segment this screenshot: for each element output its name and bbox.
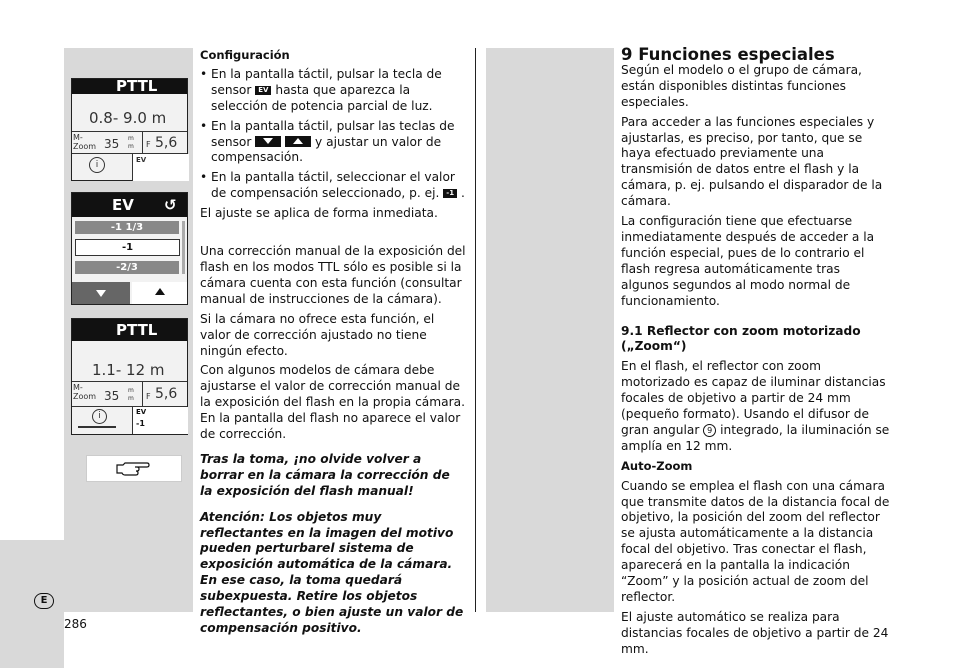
right-para-4-a: En el flash, el reflector con zoom motorizado es capaz de iluminar distancias focales de objetivo a partir de 24 mm (pequeño formato). Usando el difusor de gran angular [621, 359, 886, 437]
aperture-value: 5,6 [155, 135, 178, 151]
bullet-1 [200, 67, 466, 115]
note-1: Tras la toma, ¡no olvide volver a borrar en la cámara la corrección de la exposición del flash manual! [200, 451, 450, 498]
page-number: 286 [64, 617, 87, 631]
para-3: Con algunos modelos de cámara debe ajustarse el valor de corrección manual de la exposición del flash en la propia cámara. En la pantalla del flash no aparece el valor de corrección. [200, 363, 465, 442]
minus-one-chip: -1 [443, 189, 457, 198]
divider-v [142, 382, 143, 406]
unit-mm-top: m [128, 387, 134, 394]
ev-chip: EV [255, 86, 271, 95]
right-gray-band [486, 48, 614, 612]
up-button[interactable] [132, 282, 187, 304]
mode-header: PTTL [72, 319, 187, 341]
triangle-up-icon [155, 288, 165, 295]
unit-mm-bottom: m [128, 395, 134, 402]
right-para-3: La configuración tiene que efectuarse inmediatamente después de acceder a la función especial, pues de lo contrario el flash regresa automáticamente tras algunos segundos al modo normal de funcionamiento. [621, 214, 875, 308]
ev-header [72, 193, 187, 217]
aperture-value: 5,6 [155, 386, 178, 402]
config-heading: Configuración [200, 48, 290, 62]
pttl-screen-2 [71, 318, 188, 435]
range-readout: 0.8- 9.0 m [89, 109, 167, 127]
ev-key-value: -1 [136, 419, 145, 428]
m-zoom-label: M- Zoom [73, 383, 97, 401]
f-label: F [146, 140, 151, 149]
range-readout: 1.1- 12 m [92, 361, 165, 379]
ev-row-1[interactable]: -1 1/3 [75, 221, 179, 234]
hand-pointing-icon [115, 459, 151, 477]
left-edge-tab [0, 540, 64, 668]
m-zoom-label: M- Zoom [73, 133, 97, 151]
back-icon[interactable]: ↺ [164, 196, 177, 214]
bullet-1-text-b: hasta que aparezca la selección de potencia parcial de luz. [211, 82, 433, 113]
ev-row-2-selected[interactable]: -1 [75, 239, 180, 256]
ev-row-3[interactable]: -2/3 [75, 261, 179, 274]
divider-v [142, 132, 143, 153]
unit-mm-top: m [128, 135, 134, 142]
para-2: Si la cámara no ofrece esta función, el valor de corrección ajustado no tiene ningún efecto. [200, 311, 435, 358]
bullet-3-text-b: . [457, 186, 465, 201]
mode-header: PTTL [72, 79, 187, 94]
right-para-5: Cuando se emplea el flash con una cámara que transmite datos de la distancia focal de objetivo, la posición del zoom del reflector se ajusta automáticamente a la distancia focal del objetivo. Tras conectar el flash, aparecerá en la pantalla la indicación “Zoom” y la posición actual de zoom del reflector. [621, 478, 890, 604]
ev-screen [71, 192, 188, 305]
language-badge: E [34, 593, 54, 609]
scrollbar[interactable] [182, 221, 185, 274]
ev-key-label: EV [136, 408, 147, 416]
right-para-4-b: integrado, la iluminación se amplía en 12 mm. [621, 422, 890, 453]
auto-zoom-heading: Auto-Zoom [621, 458, 693, 473]
pttl-screen-1 [71, 78, 188, 181]
divider [72, 131, 187, 132]
right-column [621, 47, 891, 662]
subsection-title: 9.1 Reflector con zoom motorizado („Zoom“) [621, 323, 861, 354]
applied-text: El ajuste se aplica de forma inmediata. [200, 206, 438, 221]
up-key-icon [285, 136, 311, 147]
zoom-value: 35 [104, 389, 120, 403]
bullet-3-text-a: En la pantalla táctil, seleccionar el valor de compensación seleccionado, p. ej. [211, 170, 455, 201]
bullet-2-text-b: y ajustar un valor de compensación. [211, 134, 442, 165]
para-1: Una corrección manual de la exposición del flash en los modos TTL sólo es posible si la cámara cuenta con esta función (consultar manual de instrucciones de la cámara). [200, 244, 466, 306]
down-key-icon [255, 136, 281, 147]
bullet-1-text-a: En la pantalla táctil, pulsar la tecla de sensor [211, 66, 442, 97]
ev-key[interactable] [132, 154, 189, 181]
triangle-down-icon [96, 290, 106, 297]
right-para-6: El ajuste automático se realiza para distancias focales de objetivo a partir de 24 mm. [621, 609, 889, 656]
bullet-3 [200, 170, 466, 202]
bullet-2 [200, 119, 466, 167]
info-icon[interactable]: i [92, 409, 107, 424]
info-underline [78, 426, 116, 428]
bullet-2-text-a: En la pantalla táctil, pulsar las teclas de sensor [211, 118, 455, 149]
note-box [86, 455, 182, 482]
info-icon[interactable]: i [89, 157, 105, 173]
unit-mm-bottom: m [128, 143, 134, 150]
right-para-4 [621, 359, 891, 454]
f-label: F [146, 392, 151, 401]
zoom-value: 35 [104, 137, 120, 151]
divider [72, 381, 187, 382]
ev-key-label: EV [136, 156, 147, 164]
right-para-1: Según el modelo o el grupo de cámara, están disponibles distintas funciones especiales. [621, 62, 862, 109]
section-title: 9 Funciones especiales [621, 45, 835, 64]
circled-number: 9 [703, 424, 716, 437]
right-para-2: Para acceder a las funciones especiales y ajustarlas, es preciso, por tanto, que se haya efectuado previamente una transmisión de datos entre el flash y la cámara, p. ej. pulsando el disparador de la cámara. [621, 114, 883, 209]
down-button[interactable] [72, 282, 130, 304]
column-divider [475, 48, 476, 612]
middle-column [200, 48, 466, 641]
note-2: Atención: Los objetos muy reflectantes en la imagen del motivo pueden perturbarel sistema de exposición automática de la cámara. En ese caso, la toma quedará subexpuesta. Retire los objetos reflectantes, o bien ajuste un valor de compensación positivo. [200, 509, 464, 635]
ev-key[interactable] [132, 407, 188, 434]
ev-title: EV [112, 196, 134, 214]
